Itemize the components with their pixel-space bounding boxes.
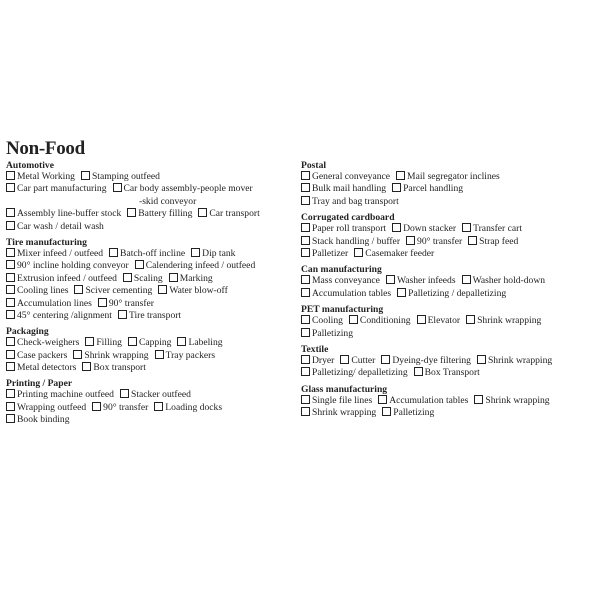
- checkbox-row: [301, 328, 596, 340]
- continued-label: [6, 196, 196, 208]
- checkbox-icon[interactable]: [6, 248, 15, 257]
- checkbox-icon[interactable]: [191, 248, 200, 257]
- checkbox-row: [6, 310, 298, 322]
- checkbox-icon[interactable]: [301, 275, 310, 284]
- option-car-body-assembly-people-mover[interactable]: [113, 183, 253, 195]
- checkbox-icon[interactable]: [301, 328, 310, 337]
- option-label: Palletizing: [393, 407, 435, 419]
- option-label: Sciver cementing: [85, 285, 153, 297]
- option-label: Capping: [138, 337, 172, 349]
- option-metal-working[interactable]: [6, 171, 75, 183]
- option-label: Metal detectors: [17, 362, 77, 374]
- checkbox-icon[interactable]: [74, 285, 83, 294]
- category-heading-pet-manufacturing: PET manufacturing: [301, 304, 384, 316]
- option-wrapping-outfeed[interactable]: [6, 402, 86, 414]
- option-label: Down stacker: [403, 223, 457, 235]
- option-general-conveyance[interactable]: [301, 171, 390, 183]
- checkbox-icon[interactable]: [85, 337, 94, 346]
- option-tray-and-bag-transport[interactable]: [301, 196, 399, 208]
- option-label: Car body assembly-people mover: [123, 183, 253, 195]
- category-heading-corrugated-cardboard: Corrugated cardboard: [301, 212, 395, 224]
- option-dip-tank[interactable]: [191, 248, 235, 260]
- checkbox-icon[interactable]: [127, 208, 136, 217]
- checkbox-row: [301, 171, 596, 183]
- option-label: Battery filling: [138, 208, 193, 220]
- option-label: 90° transfer: [103, 401, 149, 413]
- checkbox-icon[interactable]: [6, 310, 15, 319]
- checkbox-row: [6, 171, 298, 183]
- option-labeling[interactable]: [177, 337, 222, 349]
- option-label: Strap feed: [479, 235, 519, 247]
- checkbox-row: [301, 395, 596, 407]
- checkbox-row: [301, 355, 596, 367]
- option-shrink-wrapping[interactable]: [477, 355, 552, 367]
- option-palletizing[interactable]: [301, 328, 353, 340]
- option-mixer-infeed-outfeed[interactable]: [6, 248, 103, 260]
- option-label: Casemaker feeder: [365, 247, 435, 259]
- checkbox-icon[interactable]: [92, 402, 101, 411]
- checkbox-row: [6, 196, 298, 208]
- category-heading-packaging: Packaging: [6, 326, 49, 338]
- checkbox-icon[interactable]: [98, 298, 107, 307]
- checkbox-row: [6, 298, 298, 310]
- option-label: 90° transfer: [417, 235, 463, 247]
- option-stacker-outfeed[interactable]: [120, 389, 191, 401]
- option-palletizing[interactable]: [382, 407, 434, 419]
- option-metal-detectors[interactable]: [6, 362, 76, 374]
- option-dyeing-dye-filtering[interactable]: [381, 355, 471, 367]
- option-book-binding[interactable]: [6, 414, 70, 426]
- checkbox-icon[interactable]: [6, 298, 15, 307]
- option-shrink-wrapping[interactable]: [466, 315, 541, 327]
- option-car-transport[interactable]: [198, 208, 259, 220]
- option-label: Accumulation lines: [17, 297, 92, 309]
- option-accumulation-tables[interactable]: [301, 288, 391, 300]
- category-heading-glass-manufacturing: Glass manufacturing: [301, 383, 388, 395]
- option-printing-machine-outfeed[interactable]: [6, 389, 114, 401]
- checkbox-icon[interactable]: [82, 362, 91, 371]
- option-capping[interactable]: [128, 337, 172, 349]
- checkbox-icon[interactable]: [462, 275, 471, 284]
- checkbox-icon[interactable]: [340, 355, 349, 364]
- checkbox-row: [6, 337, 298, 349]
- option-label: Dip tank: [202, 247, 236, 259]
- option-label: Water blow-off: [169, 285, 228, 297]
- option-90-incline-holding-conveyor[interactable]: [6, 260, 129, 272]
- option-paper-roll-transport[interactable]: [301, 223, 386, 235]
- checkbox-icon[interactable]: [386, 275, 395, 284]
- option-shrink-wrapping[interactable]: [474, 395, 549, 407]
- category-heading-postal: Postal: [301, 160, 327, 171]
- option-label: Accumulation tables: [312, 287, 392, 299]
- option-label: Shrink wrapping: [487, 354, 553, 366]
- option-box-transport[interactable]: [414, 367, 480, 379]
- option-elevator[interactable]: [417, 315, 461, 327]
- option-sciver-cementing[interactable]: [74, 285, 152, 297]
- category-heading-tire-manufacturing: Tire manufacturing: [6, 236, 87, 248]
- category-heading-textile: Textile: [301, 343, 329, 355]
- checkbox-row: [301, 407, 596, 419]
- checkbox-icon[interactable]: [468, 236, 477, 245]
- option-label: Tray packers: [165, 349, 216, 361]
- checkbox-row: [6, 414, 298, 426]
- checkbox-icon[interactable]: [417, 315, 426, 324]
- checkbox-icon[interactable]: [301, 236, 310, 245]
- checkbox-row: [6, 402, 298, 414]
- option-box-transport[interactable]: [82, 362, 146, 374]
- option-label: Stack handling / buffer: [312, 235, 401, 247]
- option-label: Marking: [179, 272, 213, 284]
- option-label: Shrink wrapping: [477, 315, 542, 327]
- option-scaling[interactable]: [123, 273, 163, 285]
- checkbox-icon[interactable]: [118, 310, 127, 319]
- checkbox-icon[interactable]: [6, 183, 15, 192]
- checkbox-row: [6, 285, 298, 297]
- checkbox-icon[interactable]: [6, 337, 15, 346]
- option-label: Car part manufacturing: [17, 183, 107, 195]
- checkbox-icon[interactable]: [6, 260, 15, 269]
- checkbox-icon[interactable]: [6, 273, 15, 282]
- checkbox-icon[interactable]: [6, 414, 15, 423]
- checkbox-icon[interactable]: [301, 183, 310, 192]
- option-label: Extrusion infeed / outfeed: [17, 272, 117, 284]
- option-label: Paper roll transport: [312, 223, 387, 235]
- page-title: Non-Food: [6, 138, 85, 159]
- option-90-transfer[interactable]: [406, 236, 462, 248]
- checkbox-icon[interactable]: [378, 395, 387, 404]
- option-label: 90° transfer: [108, 297, 155, 309]
- checkbox-icon[interactable]: [123, 273, 132, 282]
- checkbox-icon[interactable]: [301, 288, 310, 297]
- option-label: Shrink wrapping: [485, 394, 550, 406]
- option-label: Stacker outfeed: [130, 389, 191, 401]
- checkbox-icon[interactable]: [6, 208, 15, 217]
- checkbox-icon[interactable]: [81, 171, 90, 180]
- option-check-weighers[interactable]: [6, 337, 79, 349]
- checkbox-icon[interactable]: [301, 248, 310, 257]
- option-stack-handling-buffer[interactable]: [301, 236, 400, 248]
- option-label: Washer hold-down: [472, 275, 546, 287]
- checkbox-row: [6, 260, 298, 272]
- option-label: Cutter: [351, 354, 376, 366]
- checkbox-row: [6, 362, 298, 374]
- checkbox-icon[interactable]: [477, 355, 486, 364]
- option-strap-feed[interactable]: [468, 236, 518, 248]
- option-label: General conveyance: [312, 171, 391, 182]
- checkbox-icon[interactable]: [73, 350, 82, 359]
- option-mail-segregator-inclines[interactable]: [396, 171, 500, 183]
- option-label: Conditioning: [359, 315, 411, 327]
- option-label: Transfer cart: [473, 223, 523, 235]
- checkbox-row: [6, 208, 298, 220]
- option-filling[interactable]: [85, 337, 122, 349]
- checkbox-icon[interactable]: [135, 260, 144, 269]
- option-label: Parcel handling: [403, 183, 464, 195]
- category-heading-printing-paper: Printing / Paper: [6, 378, 73, 390]
- option-label: Cooling lines: [17, 285, 69, 297]
- checkbox-row: [301, 196, 596, 208]
- option-cooling-lines[interactable]: [6, 285, 68, 297]
- option-palletizing-depalletizing[interactable]: [301, 367, 408, 379]
- option-label: Check-weighers: [17, 337, 80, 349]
- option-parcel-handling[interactable]: [392, 183, 463, 195]
- option-label: Tray and bag transport: [312, 195, 399, 207]
- checkbox-icon[interactable]: [301, 395, 310, 404]
- option-label: Palletizing/ depalletizing: [312, 367, 408, 379]
- checkbox-icon[interactable]: [301, 315, 310, 324]
- checkbox-row: [301, 183, 596, 195]
- option-label: Box transport: [93, 362, 146, 374]
- option-accumulation-tables[interactable]: [378, 395, 468, 407]
- option-loading-docks[interactable]: [154, 402, 222, 414]
- checkbox-icon[interactable]: [414, 367, 423, 376]
- option-label: Car transport: [209, 208, 260, 220]
- checkbox-icon[interactable]: [396, 171, 405, 180]
- option-batch-off-incline[interactable]: [109, 248, 185, 260]
- checkbox-icon[interactable]: [382, 407, 391, 416]
- checkbox-row: [301, 248, 596, 260]
- option-90-transfer[interactable]: [98, 298, 154, 310]
- category-heading-can-manufacturing: Can manufacturing: [301, 264, 382, 276]
- option-water-blow-off[interactable]: [158, 285, 227, 297]
- option-label: Labeling: [188, 337, 223, 349]
- option-shrink-wrapping[interactable]: [73, 350, 148, 362]
- option-label: Loading docks: [165, 401, 223, 413]
- checkbox-row: [6, 183, 298, 195]
- checkbox-row: [301, 223, 596, 235]
- checkbox-icon[interactable]: [6, 362, 15, 371]
- checkbox-row: [6, 248, 298, 260]
- option-conditioning[interactable]: [349, 315, 411, 327]
- checkbox-row: [301, 275, 596, 287]
- checkbox-icon[interactable]: [301, 171, 310, 180]
- checkbox-icon[interactable]: [155, 350, 164, 359]
- option-label: Book binding: [17, 414, 70, 426]
- checkbox-icon[interactable]: [169, 273, 178, 282]
- option-label: Metal Working: [17, 171, 75, 182]
- checkbox-row: [6, 273, 298, 285]
- option-label: Shrink wrapping: [84, 349, 149, 361]
- checkbox-icon[interactable]: [177, 337, 186, 346]
- option-label: Bulk mail handling: [312, 183, 387, 195]
- option-car-part-manufacturing[interactable]: [6, 183, 107, 195]
- option-45-centering-alignment[interactable]: [6, 310, 112, 322]
- option-single-file-lines[interactable]: [301, 395, 372, 407]
- option-marking[interactable]: [169, 273, 213, 285]
- option-stamping-outfeed[interactable]: [81, 171, 160, 183]
- category-heading-automotive: Automotive: [6, 160, 54, 171]
- option-label: Palletizing / depalletizing: [408, 287, 507, 299]
- checkbox-icon[interactable]: [6, 402, 15, 411]
- option-label: Palletizing: [312, 327, 354, 339]
- checkbox-icon[interactable]: [354, 248, 363, 257]
- option-extrusion-infeed-outfeed[interactable]: [6, 273, 117, 285]
- option-label: Dryer: [312, 354, 335, 366]
- option-label: Scaling: [133, 272, 163, 284]
- checkbox-icon[interactable]: [6, 350, 15, 359]
- option-label: Stamping outfeed: [91, 171, 160, 182]
- option-calendering-infeed-outfeed[interactable]: [135, 260, 256, 272]
- checkbox-row: [301, 367, 596, 379]
- option-battery-filling[interactable]: [127, 208, 192, 220]
- option-label: Mail segregator inclines: [407, 171, 500, 182]
- option-palletizing-depalletizing[interactable]: [397, 288, 506, 300]
- checkbox-icon[interactable]: [128, 337, 137, 346]
- option-label: Batch-off incline: [120, 247, 186, 259]
- option-label: Assembly line-buffer stock: [17, 208, 122, 220]
- option-label: Cooling: [312, 315, 343, 327]
- option-transfer-cart[interactable]: [462, 223, 522, 235]
- option-accumulation-lines[interactable]: [6, 298, 92, 310]
- checkbox-icon[interactable]: [349, 315, 358, 324]
- checkbox-icon[interactable]: [158, 285, 167, 294]
- option-label: -skid conveyor: [139, 195, 197, 207]
- checkbox-icon[interactable]: [392, 183, 401, 192]
- option-tray-packers[interactable]: [155, 350, 215, 362]
- checkbox-row: [301, 236, 596, 248]
- checkbox-row: [301, 288, 596, 300]
- option-cutter[interactable]: [340, 355, 375, 367]
- checkbox-icon[interactable]: [6, 171, 15, 180]
- left-column: [6, 160, 298, 427]
- option-label: Tire transport: [128, 309, 182, 321]
- checkbox-icon[interactable]: [466, 315, 475, 324]
- option-label: Washer infeeds: [396, 275, 456, 287]
- option-cooling[interactable]: [301, 315, 343, 327]
- option-case-packers[interactable]: [6, 350, 67, 362]
- checkbox-icon[interactable]: [6, 221, 15, 230]
- option-90-transfer[interactable]: [92, 402, 148, 414]
- checkbox-row: [301, 315, 596, 327]
- option-shrink-wrapping[interactable]: [301, 407, 376, 419]
- option-label: Calendering infeed / outfeed: [145, 260, 256, 272]
- checkbox-icon[interactable]: [301, 196, 310, 205]
- checkbox-icon[interactable]: [109, 248, 118, 257]
- option-down-stacker[interactable]: [392, 223, 456, 235]
- checkbox-icon[interactable]: [301, 367, 310, 376]
- checkbox-row: [6, 350, 298, 362]
- right-column: [301, 160, 596, 419]
- option-label: Wrapping outfeed: [17, 401, 87, 413]
- option-label: Accumulation tables: [389, 394, 469, 406]
- checkbox-icon[interactable]: [198, 208, 207, 217]
- option-washer-hold-down[interactable]: [462, 275, 546, 287]
- option-label: Car wash / detail wash: [17, 220, 104, 232]
- checkbox-icon[interactable]: [154, 402, 163, 411]
- option-label: 45° centering /alignment: [17, 309, 112, 321]
- option-bulk-mail-handling[interactable]: [301, 183, 386, 195]
- checkbox-icon[interactable]: [113, 183, 122, 192]
- option-palletizer[interactable]: [301, 248, 348, 260]
- option-tire-transport[interactable]: [118, 310, 181, 322]
- option-dryer[interactable]: [301, 355, 334, 367]
- option-label: Shrink wrapping: [312, 407, 377, 419]
- checkbox-icon[interactable]: [301, 355, 310, 364]
- option-label: Single file lines: [312, 394, 373, 406]
- option-label: Filling: [96, 337, 122, 349]
- checkbox-icon[interactable]: [392, 223, 401, 232]
- option-label: Mixer infeed / outfeed: [17, 247, 104, 259]
- checkbox-icon[interactable]: [301, 407, 310, 416]
- checkbox-icon[interactable]: [6, 285, 15, 294]
- checkbox-icon[interactable]: [462, 223, 471, 232]
- checkbox-icon[interactable]: [120, 389, 129, 398]
- checkbox-icon[interactable]: [6, 389, 15, 398]
- option-casemaker-feeder[interactable]: [354, 248, 434, 260]
- option-label: Palletizer: [312, 247, 349, 259]
- option-label: 90° incline holding conveyor: [17, 260, 129, 272]
- checkbox-row: [6, 221, 298, 233]
- option-car-wash-detail-wash[interactable]: [6, 221, 104, 233]
- checkbox-icon[interactable]: [397, 288, 406, 297]
- option-mass-conveyance[interactable]: [301, 275, 380, 287]
- checkbox-icon[interactable]: [406, 236, 415, 245]
- option-label: Box Transport: [424, 367, 480, 379]
- option-label: Dyeing-dye filtering: [392, 354, 471, 366]
- checkbox-row: [6, 389, 298, 401]
- option-label: Printing machine outfeed: [17, 389, 114, 401]
- option-label: Case packers: [17, 349, 68, 361]
- option-washer-infeeds[interactable]: [386, 275, 456, 287]
- checkbox-icon[interactable]: [301, 223, 310, 232]
- option-label: Mass conveyance: [312, 275, 380, 287]
- checkbox-icon[interactable]: [381, 355, 390, 364]
- checkbox-icon[interactable]: [474, 395, 483, 404]
- option-label: Elevator: [427, 315, 461, 327]
- option-assembly-line-buffer-stock[interactable]: [6, 208, 121, 220]
